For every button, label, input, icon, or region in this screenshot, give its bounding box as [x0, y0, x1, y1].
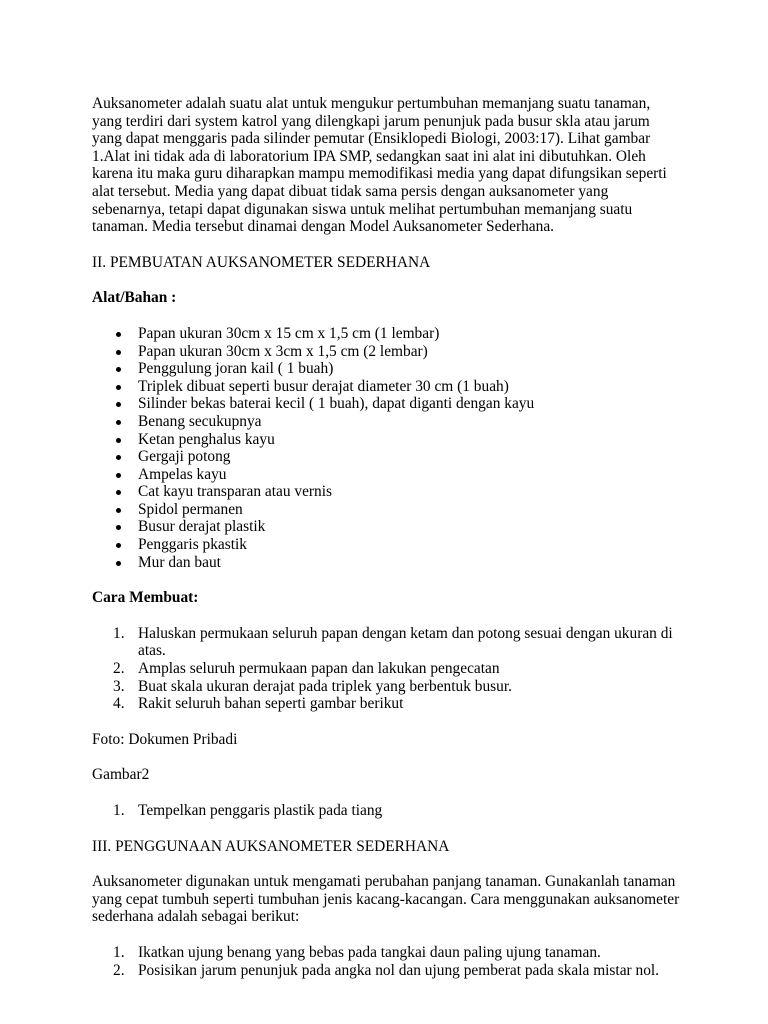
- figure-steps-list: [92, 802, 680, 820]
- tool-item-text: Ketan penghalus kayu: [138, 430, 275, 448]
- tool-item-text: Triplek dibuat seperti busur derajat diameter 30 cm (1 buah): [138, 377, 509, 395]
- bullet-icon: [116, 455, 121, 460]
- step-number: 3.: [113, 677, 125, 695]
- tool-list-item: [92, 554, 680, 572]
- bullet-icon: [116, 385, 121, 390]
- tool-item-text: Spidol permanen: [138, 500, 243, 518]
- tool-list-item: [92, 466, 680, 484]
- bullet-icon: [116, 402, 121, 407]
- bullet-icon: [116, 543, 121, 548]
- usage-step: [92, 962, 680, 980]
- tool-list-item: [92, 378, 680, 396]
- tool-list-item: [92, 343, 680, 361]
- method-steps-list: [92, 625, 680, 713]
- tool-item-text: Penggaris pkastik: [138, 536, 248, 554]
- intro-paragraph: Auksanometer adalah suatu alat untuk mengukur pertumbuhan memanjang suatu tanaman, yang terdiri dari system katrol yang dilengkapi jarum penunjuk pada busur skla atau jarum yang dapat menggaris pada silinder pemutar (Ensiklopedi Biologi, 2003:17). Lihat gambar 1.Alat ini tidak ada di laboratorium IPA SMP, sedangkan saat ini alat ini dibutuhkan. Oleh karena itu maka guru diharapkan mampu memodifikasi media yang dapat difungsikan seperti alat tersebut. Media yang dapat dibuat tidak sama persis dengan auksanometer yang sebenarnya, tetapi dapat digunakan siswa untuk melihat pertumbuhan memanjang suatu tanaman. Media tersebut dinamai dengan Model Auksanometer Sederhana.: [92, 95, 667, 236]
- step-text: Tempelkan penggaris plastik pada tiang: [138, 802, 383, 819]
- method-step: [92, 625, 680, 660]
- tool-item-text: Cat kayu transparan atau vernis: [138, 483, 333, 501]
- bullet-icon: [116, 438, 121, 443]
- tool-item-text: Silinder bekas baterai kecil ( 1 buah), dapat diganti dengan kayu: [138, 395, 535, 413]
- method-step: [92, 660, 680, 678]
- tools-list: [92, 325, 680, 571]
- figure-label: Gambar2: [92, 766, 150, 784]
- bullet-icon: [116, 332, 121, 337]
- step-text: Buat skala ukuran derajat pada triplek yang berbentuk busur.: [138, 677, 512, 695]
- section-heading-pembuatan: II. PEMBUATAN AUKSANOMETER SEDERHANA: [92, 253, 431, 271]
- tool-item-text: Papan ukuran 30cm x 15 cm x 1,5 cm (1 lembar): [138, 324, 440, 342]
- step-text: Rakit seluruh bahan seperti gambar berikut: [138, 695, 404, 713]
- tool-item-text: Papan ukuran 30cm x 3cm x 1,5 cm (2 lembar): [138, 342, 428, 360]
- bullet-icon: [116, 473, 121, 478]
- tool-item-text: Benang secukupnya: [138, 412, 262, 430]
- step-number: 1.: [113, 802, 125, 819]
- bullet-icon: [116, 367, 121, 372]
- figure-step: [92, 802, 680, 820]
- photo-caption: Foto: Dokumen Pribadi: [92, 730, 238, 748]
- tool-item-text: Ampelas kayu: [138, 465, 227, 483]
- tools-heading: Alat/Bahan :: [92, 289, 177, 307]
- step-text: Posisikan jarum penunjuk pada angka nol dan ujung pemberat pada skala mistar nol.: [138, 961, 660, 979]
- step-number: 4.: [113, 695, 125, 713]
- bullet-icon: [116, 508, 121, 513]
- step-number: 2.: [113, 961, 125, 979]
- document-body: [92, 95, 680, 997]
- method-step: [92, 695, 680, 713]
- bullet-icon: [116, 350, 121, 355]
- step-number: 2.: [113, 660, 125, 678]
- step-text: Amplas seluruh permukaan papan dan lakukan pengecatan: [138, 660, 500, 678]
- usage-intro-paragraph: Auksanometer digunakan untuk mengamati perubahan panjang tanaman. Gunakanlah tanaman yang cepat tumbuh seperti tumbuhan jenis kacang-kacangan. Cara menggunakan auksanometer sederhana adalah sebagai berikut:: [92, 873, 680, 926]
- tool-item-text: Gergaji potong: [138, 448, 231, 466]
- tool-list-item: [92, 360, 680, 378]
- tool-list-item: [92, 483, 680, 501]
- usage-step: [92, 944, 680, 962]
- tool-list-item: [92, 518, 680, 536]
- step-text: Ikatkan ujung benang yang bebas pada tangkai daun paling ujung tanaman.: [138, 943, 601, 961]
- tool-list-item: [92, 501, 680, 519]
- tool-list-item: [92, 536, 680, 554]
- usage-steps-list: [92, 944, 680, 979]
- tool-list-item: [92, 431, 680, 449]
- tool-list-item: [92, 413, 680, 431]
- step-text: Haluskan permukaan seluruh papan dengan ketam dan potong sesuai dengan ukuran di atas.: [138, 624, 673, 660]
- tool-item-text: Penggulung joran kail ( 1 buah): [138, 360, 334, 378]
- section-heading-penggunaan: III. PENGGUNAAN AUKSANOMETER SEDERHANA: [92, 837, 450, 855]
- tool-list-item: [92, 325, 680, 343]
- tool-list-item: [92, 448, 680, 466]
- method-heading: Cara Membuat:: [92, 589, 199, 607]
- bullet-icon: [116, 490, 121, 495]
- method-step: [92, 678, 680, 696]
- tool-item-text: Mur dan baut: [138, 553, 221, 571]
- step-number: 1.: [113, 624, 125, 642]
- bullet-icon: [116, 561, 121, 566]
- bullet-icon: [116, 420, 121, 425]
- bullet-icon: [116, 525, 121, 530]
- step-number: 1.: [113, 943, 125, 961]
- tool-list-item: [92, 395, 680, 413]
- tool-item-text: Busur derajat plastik: [138, 518, 266, 536]
